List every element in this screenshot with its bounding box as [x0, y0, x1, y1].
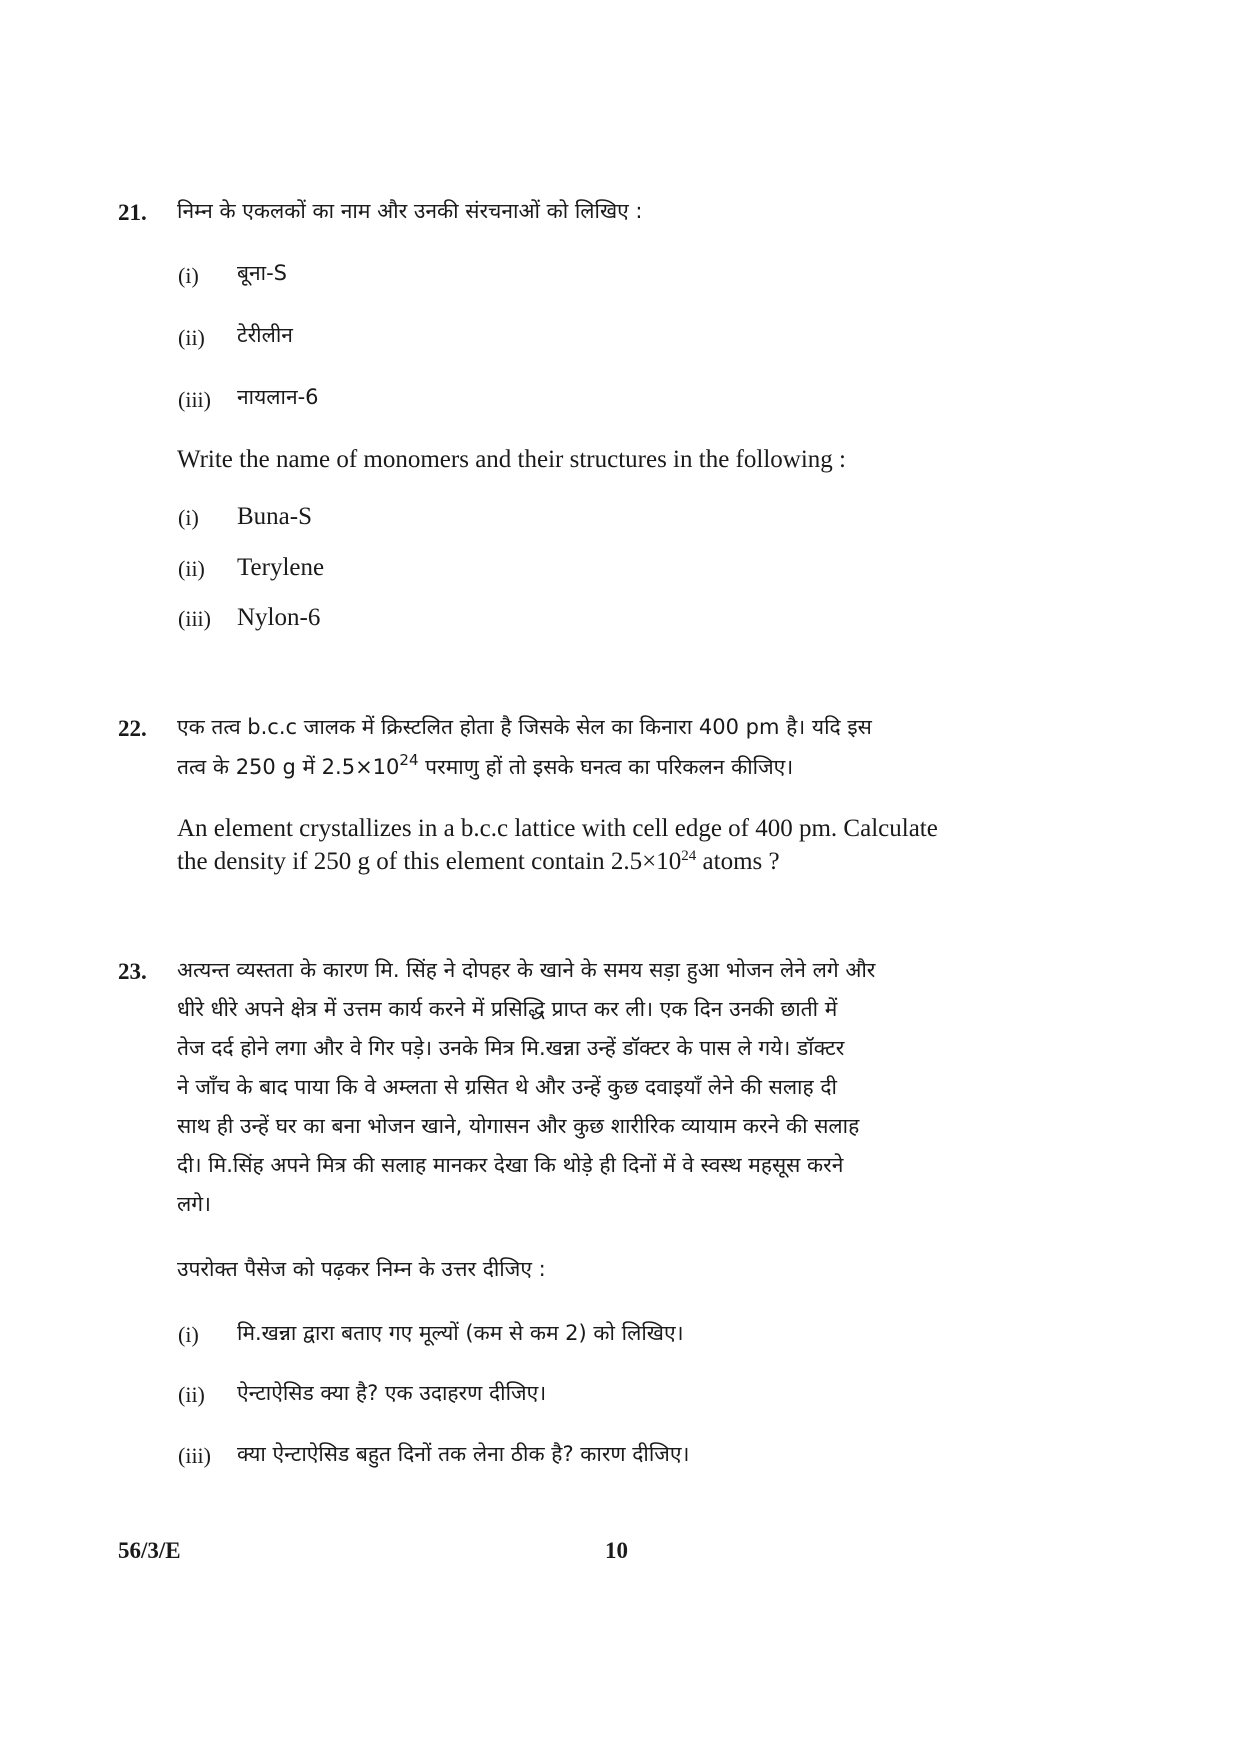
text-before-exponent: तत्व के 250 g में 2.5×10 [177, 755, 400, 779]
text-after-exponent: atoms ? [696, 848, 780, 875]
item-roman: (i) [178, 263, 199, 288]
paper-code: 56/3/E [118, 1538, 181, 1563]
question-text-hindi-line: एक तत्व b.c.c जालक में क्रिस्टलित होता है जिसके सेल का किनारा 400 pm है। यदि इस [177, 715, 872, 739]
question-number: 23. [118, 959, 147, 984]
question-text-english-line [177, 847, 780, 877]
question-number: 22. [118, 716, 147, 741]
item-roman: (iii) [178, 606, 211, 631]
item-text-english: Nylon-6 [237, 604, 321, 631]
text-after-exponent: परमाणु हों तो इसके घनत्व का परिकलन कीजिए। [418, 755, 794, 779]
item-roman: (i) [178, 505, 199, 530]
item-text-hindi: मि.खन्ना द्वारा बताए गए मूल्यों (कम से कम 2) को लिखिए। [237, 1321, 684, 1345]
text-before-exponent: the density if 250 g of this element contain 2.5×10 [177, 848, 682, 875]
item-text-english: Terylene [237, 554, 325, 581]
item-text-hindi: क्या ऐन्टाऐसिड बहुत दिनों तक लेना ठीक है? कारण दीजिए। [237, 1442, 690, 1466]
passage-line: अत्यन्त व्यस्तता के कारण मि. सिंह ने दोपहर के खाने के समय सड़ा हुआ भोजन लेने लगे और [177, 958, 876, 982]
question-text-hindi-line [177, 752, 793, 782]
page-number: 10 [605, 1538, 628, 1563]
question-text-english-line: An element crystallizes in a b.c.c lattice with cell edge of 400 pm. Calculate [177, 815, 938, 842]
exponent: 24 [399, 751, 419, 769]
item-text-hindi: नायलान-6 [237, 385, 319, 409]
passage-line: ने जाँच के बाद पाया कि वे अम्लता से ग्रसित थे और उन्हें कुछ दवाइयाँ लेने की सलाह दी [177, 1075, 837, 1099]
passage-line: साथ ही उन्हें घर का बना भोजन खाने, योगासन और कुछ शारीरिक व्यायाम करने की सलाह [177, 1114, 860, 1138]
exponent: 24 [681, 848, 697, 864]
item-text-hindi: बूना-S [237, 261, 287, 285]
question-number: 21. [118, 200, 147, 225]
passage-line: लगे। [177, 1192, 212, 1216]
item-roman: (ii) [178, 1382, 205, 1407]
item-text-english: Buna-S [237, 503, 312, 530]
item-roman: (ii) [178, 556, 205, 581]
item-text-hindi: टेरीलीन [237, 323, 293, 347]
item-roman: (iii) [178, 1443, 211, 1468]
item-text-hindi: ऐन्टाऐसिड क्या है? एक उदाहरण दीजिए। [237, 1381, 547, 1405]
question-prompt-hindi: निम्न के एकलकों का नाम और उनकी संरचनाओं को लिखिए : [177, 199, 643, 223]
passage-line: दी। मि.सिंह अपने मित्र की सलाह मानकर देखा कि थोड़े ही दिनों में वे स्वस्थ महसूस करने [177, 1153, 844, 1177]
passage-line: तेज दर्द होने लगा और वे गिर पड़े। उनके मित्र मि.खन्ना उन्हें डॉक्टर के पास ले गये। डॉक्टर [177, 1036, 845, 1060]
item-roman: (iii) [178, 387, 211, 412]
question-prompt-english: Write the name of monomers and their structures in the following : [177, 446, 846, 473]
passage-line: धीरे धीरे अपने क्षेत्र में उत्तम कार्य करने में प्रसिद्धि प्राप्त कर ली। एक दिन उनकी छाती में [177, 997, 838, 1021]
item-roman: (ii) [178, 325, 205, 350]
question-instruction: उपरोक्त पैसेज को पढ़कर निम्न के उत्तर दीजिए : [177, 1257, 546, 1281]
item-roman: (i) [178, 1322, 199, 1347]
